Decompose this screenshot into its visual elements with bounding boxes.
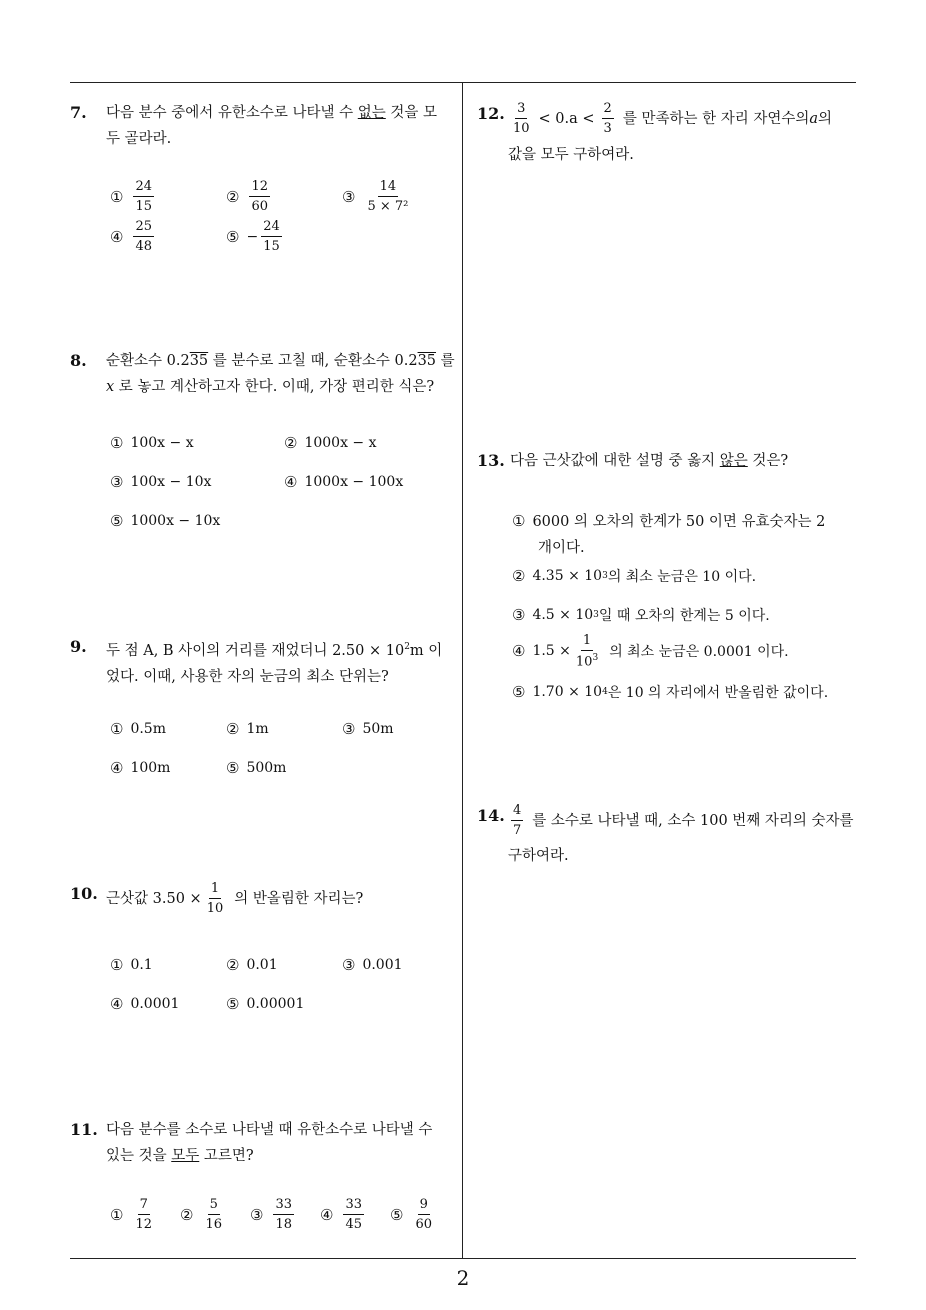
choice-3[interactable]: ③ 100x − 10x <box>110 473 212 491</box>
fraction: $\frac{24}{15}$ <box>263 219 280 254</box>
choice-1[interactable]: ① $\frac{7}{12}$ <box>110 1197 152 1232</box>
choice-1[interactable]: ① 0.5m <box>110 720 166 738</box>
choice-4[interactable]: ④ 0.0001 <box>110 995 180 1013</box>
fraction: $\frac{7}{12}$ <box>135 1197 152 1232</box>
fraction: $\frac{14}{\text{5 × 7²}}$ <box>367 179 409 214</box>
fraction: $\frac{5}{16}$ <box>205 1197 222 1232</box>
choice-4[interactable]: ④ 100m <box>110 759 171 777</box>
choice-2[interactable]: ② $\frac{12}{60}$ <box>226 179 268 214</box>
question-number: 9. <box>70 637 87 656</box>
choice-5[interactable]: ⑤ 500m <box>226 759 287 777</box>
question-text: 순환소수 0.235 를 분수로 고칠 때, 순환소수 0.235 를 x 로 놓고 계산하고자 한다. 이때, 가장 편리한 식은? <box>106 353 455 395</box>
choice-2[interactable]: ② 1000x − x <box>284 434 377 452</box>
question-text: 두 점 A, B 사이의 거리를 재었더니 $2.50 \times 10^2m$ 이 었다. 이때, 사용한 자의 눈금의 최소 단위는? <box>106 642 443 685</box>
question-text: $\frac{3}{10}$ < 0.a < $\frac{2}{3}$ 를 만족하는 한 자리 자연수의 a 의 <box>513 101 833 136</box>
footer-rule <box>70 1258 856 1259</box>
fraction: $\frac{1}{10^3}$ <box>575 633 599 670</box>
fraction: $\frac{1}{10}$ <box>206 881 224 916</box>
fraction: $\frac{25}{48}$ <box>135 219 152 254</box>
choice-3[interactable]: ③ $\frac{14}{\text{5 × 7²}}$ <box>342 179 409 214</box>
fraction: $\frac{9}{60}$ <box>415 1197 432 1232</box>
choice-3[interactable]: ③ 0.001 <box>342 956 403 974</box>
choice-1[interactable]: ① $\frac{24}{15}$ <box>110 179 152 214</box>
choice-5[interactable]: ⑤ − $\frac{24}{15}$ <box>226 219 280 254</box>
question-number: 11. <box>70 1120 98 1139</box>
page-number: 2 <box>456 1266 470 1290</box>
choice-4[interactable]: ④ $\frac{25}{48}$ <box>110 219 152 254</box>
choice-3[interactable]: ③ 4.5 × 10 3 일 때 오차의 한계는 5 이다. <box>512 606 770 624</box>
choice-1[interactable]: ① 0.1 <box>110 956 153 974</box>
choice-1[interactable]: ① 100x − x <box>110 434 194 452</box>
question-text: 다음 근삿값에 대한 설명 중 옳지 않은 것은? <box>510 453 789 469</box>
choice-5[interactable]: ⑤ 0.00001 <box>226 995 305 1013</box>
choice-4[interactable]: ④ $\frac{33}{45}$ <box>320 1197 362 1232</box>
header-rule <box>70 82 856 83</box>
choice-4[interactable]: ④ 1.5 × $\frac{1}{10^3}$ 의 최소 눈금은 0.0001 이다. <box>512 633 789 670</box>
choice-2[interactable]: ② 1m <box>226 720 269 738</box>
choice-3[interactable]: ③ 50m <box>342 720 394 738</box>
question-number: 12. <box>477 104 505 123</box>
choice-2[interactable]: ② 4.35 × 10 3 의 최소 눈금은 10 이다. <box>512 567 757 585</box>
question-number: 8. <box>70 351 87 370</box>
question-number: 13. <box>477 451 505 470</box>
choice-5[interactable]: ⑤ $\frac{9}{60}$ <box>390 1197 432 1232</box>
question-text: 다음 분수 중에서 유한소수로 나타낼 수 없는 것을 모 두 골라라. <box>106 105 438 147</box>
column-divider <box>462 82 463 1258</box>
fraction: $\frac{12}{60}$ <box>251 179 268 214</box>
choice-1[interactable]: ① 6000 의 오차의 한계가 50 이면 유효숫자는 2 개이다. <box>512 512 826 556</box>
question-text: 다음 분수를 소수로 나타낼 때 유한소수로 나타낼 수 있는 것을 모두 고르면? <box>106 1122 433 1164</box>
choice-2[interactable]: ② 0.01 <box>226 956 278 974</box>
fraction: $\frac{33}{45}$ <box>345 1197 362 1232</box>
question-number: 7. <box>70 103 87 122</box>
choice-5[interactable]: ⑤ 1.70 × 10 4 은 10 의 자리에서 반올림한 값이다. <box>512 683 829 701</box>
fraction: $\frac{4}{7}$ <box>513 803 522 838</box>
choice-2[interactable]: ② $\frac{5}{16}$ <box>180 1197 222 1232</box>
fraction: $\frac{2}{3}$ <box>603 101 612 136</box>
question-number: 14. <box>477 806 505 825</box>
question-text: 근삿값 3.50 × $\frac{1}{10}$ 의 반올림한 자리는? <box>106 881 364 916</box>
fraction: $\frac{24}{15}$ <box>135 179 152 214</box>
choice-4[interactable]: ④ 1000x − 100x <box>284 473 404 491</box>
question-text: $\frac{4}{7}$ 를 소수로 나타낼 때, 소수 100 번째 자리의 숫자를 <box>513 803 854 838</box>
choice-5[interactable]: ⑤ 1000x − 10x <box>110 512 221 530</box>
question-number: 10. <box>70 884 98 903</box>
fraction: $\frac{33}{18}$ <box>275 1197 292 1232</box>
choice-3[interactable]: ③ $\frac{33}{18}$ <box>250 1197 292 1232</box>
fraction: $\frac{3}{10}$ <box>513 101 530 136</box>
